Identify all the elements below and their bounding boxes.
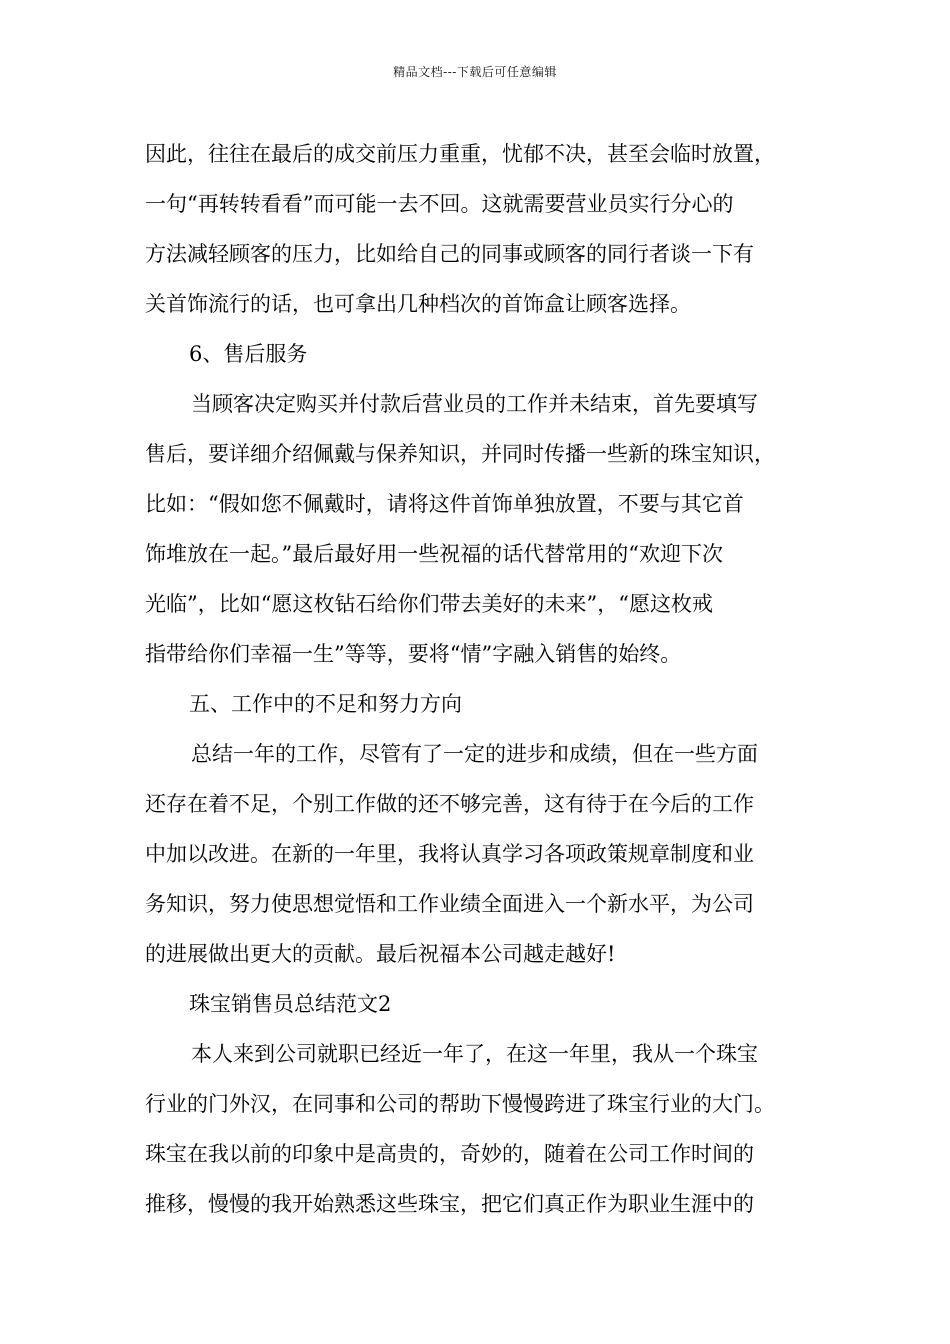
text-line: 光临”，比如“愿这枚钻石给你们带去美好的未来”，“愿这枚戒	[145, 592, 713, 616]
text-line: 行业的门外汉，在同事和公司的帮助下慢慢跨进了珠宝行业的大门。	[145, 1092, 775, 1116]
text-line: 中加以改进。在新的一年里，我将认真学习各项政策规章制度和业	[145, 842, 754, 866]
document-body	[145, 129, 817, 1229]
text-line: 方法减轻顾客的压力，比如给自己的同事或顾客的同行者谈一下有	[145, 242, 754, 266]
text-line: 指带给你们幸福一生”等等，要将“情”字融入销售的始终。	[145, 642, 682, 666]
page-header: 精品文档---下载后可任意编辑	[393, 65, 557, 79]
text-line: 推移，慢慢的我开始熟悉这些珠宝，把它们真正作为职业生涯中的	[145, 1192, 754, 1216]
text-line: 当顾客决定购买并付款后营业员的工作并未结束，首先要填写	[191, 392, 758, 416]
text-line: 务知识，努力使思想觉悟和工作业绩全面进入一个新水平，为公司	[145, 892, 754, 916]
section-heading: 珠宝销售员总结范文2	[189, 992, 392, 1016]
text-line: 珠宝在我以前的印象中是高贵的，奇妙的，随着在公司工作时间的	[145, 1142, 754, 1166]
text-line: 饰堆放在一起。”最后最好用一些祝福的话代替常用的“欢迎下次	[145, 542, 723, 566]
text-line: 还存在着不足，个别工作做的还不够完善，这有待于在今后的工作	[145, 792, 754, 816]
text-line: 总结一年的工作，尽管有了一定的进步和成绩，但在一些方面	[191, 742, 758, 766]
text-line: 售后，要详细介绍佩戴与保养知识，并同时传播一些新的珠宝知识，	[145, 442, 775, 466]
text-line: 本人来到公司就职已经近一年了，在这一年里，我从一个珠宝	[191, 1042, 758, 1066]
section-heading: 6、售后服务	[189, 342, 308, 366]
text-line: 一句“再转转看看”而可能一去不回。这就需要营业员实行分心的	[145, 192, 734, 216]
text-line: 关首饰流行的话，也可拿出几种档次的首饰盒让顾客选择。	[145, 292, 691, 316]
text-line: 的进展做出更大的贡献。最后祝福本公司越走越好!	[145, 942, 616, 966]
text-line: 比如：“假如您不佩戴时，请将这件首饰单独放置，不要与其它首	[145, 492, 744, 516]
section-heading: 五、工作中的不足和努力方向	[189, 692, 462, 716]
text-line: 因此，往往在最后的成交前压力重重，忧郁不决，甚至会临时放置，	[145, 142, 775, 166]
